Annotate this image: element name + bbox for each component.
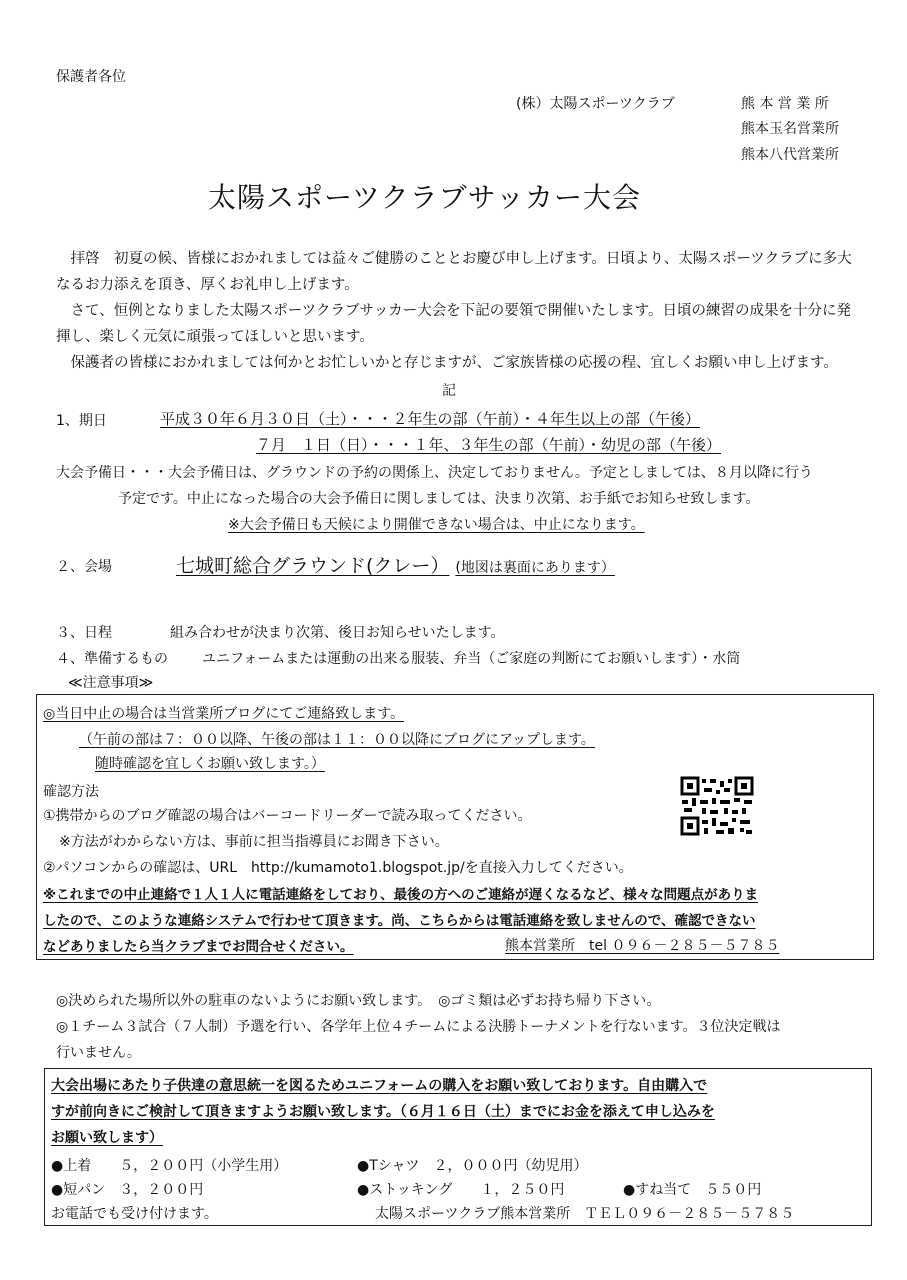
office-1: 熊 本 営 業 所	[741, 96, 829, 112]
prepare-text: ユニフォームまたは運動の出来る服装、弁当（ご家庭の判断にてお願いします）・水筒	[202, 651, 741, 667]
warning-2: したので、このような連絡システムで行わせて頂きます。尚、こちらからは電話連絡を致しませんので、確認できない	[43, 913, 756, 929]
uniform-item-tshirt: ●Tシャツ ２，０００円（幼児用）	[357, 1158, 588, 1174]
misc-line-2: ◎１チーム３試合（７人制）予選を行い、各学年上位４チームによる決勝トーナメントを行ないます。３位決定戦は	[56, 1019, 781, 1035]
contact-phone: 熊本営業所 tel ０９６－２８５－５７８５	[505, 938, 780, 954]
uniform-box	[44, 1068, 872, 1226]
venue-note: (地図は裏面にあります）	[455, 560, 615, 576]
venue-name-text: 七城町総合グラウンド(クレー）	[176, 555, 450, 577]
intro-2: さて、恒例となりました太陽スポーツクラブサッカー大会を下記の要領で開催いたします。日頃の練習の成果を十分に発揮し、楽しく元気に頑張ってほしいと思います。	[56, 303, 852, 345]
intro-1: 拝啓 初夏の候、皆様におかれましては益々ご健勝のこととお慶び申し上げます。日頃より、太陽スポーツクラブに多大なるお力添えを頂き、厚くお礼申し上げます。	[56, 251, 852, 293]
intro-3: 保護者の皆様におかれましては何かとお忙しいかと存じますが、ご家族皆様の応援の程、宜しくお願い申し上げます。	[56, 355, 838, 371]
uniform-item-shinguard: ●すね当て ５５０円	[623, 1182, 762, 1198]
notice-line-1: ◎当日中止の場合は当営業所ブログにてご連絡致します。	[43, 706, 405, 722]
date-line-2: ７月 １日（日）・・・１年、３年生の部（午前）・幼児の部（午後）	[256, 436, 722, 454]
method-1b: ※方法がわからない方は、事前に担当指導員にお聞き下さい。	[59, 834, 449, 850]
warning-1: ※これまでの中止連絡で１人１人に電話連絡をしており、最後の方へのご連絡が遅くなるなど、様々な問題点がありま	[43, 887, 759, 903]
reserve-line-1: 大会予備日・・・大会予備日は、グラウンドの予約の関係上、決定しておりません。予定としましては、８月以降に行う	[56, 465, 813, 481]
uniform-item-jacket: ●上着 ５，２００円（小学生用）	[51, 1158, 288, 1174]
office-3: 熊本八代営業所	[741, 147, 839, 163]
prepare-label: ４、準備するもの	[56, 651, 168, 667]
recipient: 保護者各位	[56, 69, 126, 85]
office-2: 熊本玉名営業所	[741, 121, 839, 137]
misc-line-1: ◎決められた場所以外の駐車のないようにお願い致します。 ◎ゴミ類は必ずお持ち帰り下さい。	[56, 993, 661, 1009]
company-name: (株）太陽スポーツクラブ	[516, 96, 675, 112]
uniform-heading-1: 大会出場にあたり子供達の意思統一を図るためユニフォームの購入をお願い致しております。自由購入で	[51, 1078, 708, 1094]
method-label: 確認方法	[43, 784, 99, 800]
notes-label: ≪注意事項≫	[68, 675, 154, 691]
method-1: ①携帯からのブログ確認の場合はバーコードリーダーで読み取ってください。	[43, 808, 532, 824]
uniform-footer: 太陽スポーツクラブ熊本営業所 ＴＥＬ０９６－２８５－５７８５	[375, 1206, 795, 1222]
reserve-line-2: 予定です。中止になった場合の大会予備日に関しましては、決まり次第、お手紙でお知らせ致します。	[118, 491, 760, 507]
ki-label: 記	[442, 383, 456, 399]
qr-code-icon	[680, 776, 754, 836]
method-2: ②パソコンからの確認は、URL http://kumamoto1.blogspot.jp/を直接入力してください。	[43, 860, 633, 876]
reserve-line-3: ※大会予備日も天候により開催できない場合は、中止になります。	[228, 517, 645, 533]
uniform-item-shorts: ●短パン ３，２００円	[51, 1182, 204, 1198]
uniform-heading-3: お願い致します）	[51, 1130, 163, 1146]
venue-label: ２、会場	[56, 559, 112, 575]
uniform-phone-note: お電話でも受け付けます。	[51, 1206, 218, 1222]
date-label: 1、期日	[56, 413, 107, 429]
page-title: 太陽スポーツクラブサッカー大会	[208, 181, 642, 214]
schedule-label: ３、日程	[56, 625, 112, 641]
notice-line-3: 随時確認を宜しくお願い致します。）	[95, 756, 325, 772]
venue-name	[176, 551, 615, 578]
misc-line-3: 行いません。	[56, 1045, 141, 1061]
schedule-text: 組み合わせが決まり次第、後日お知らせいたします。	[170, 625, 505, 641]
uniform-heading-2: すが前向きにご検討して頂きますようお願い致します。（６月１６日（土）までにお金を添えて申し込みを	[51, 1104, 715, 1120]
uniform-item-stockings: ●ストッキング １，２５０円	[357, 1182, 565, 1198]
notice-line-2: （午前の部は７：００以降、午後の部は１１：００以降にブログにアップします。	[79, 732, 595, 748]
warning-3: などありましたら当クラブまでお問合せください。	[43, 939, 354, 955]
date-line-1: 平成３０年６月３０日（土）・・・２年生の部（午前）・４年生以上の部（午後）	[160, 410, 701, 428]
